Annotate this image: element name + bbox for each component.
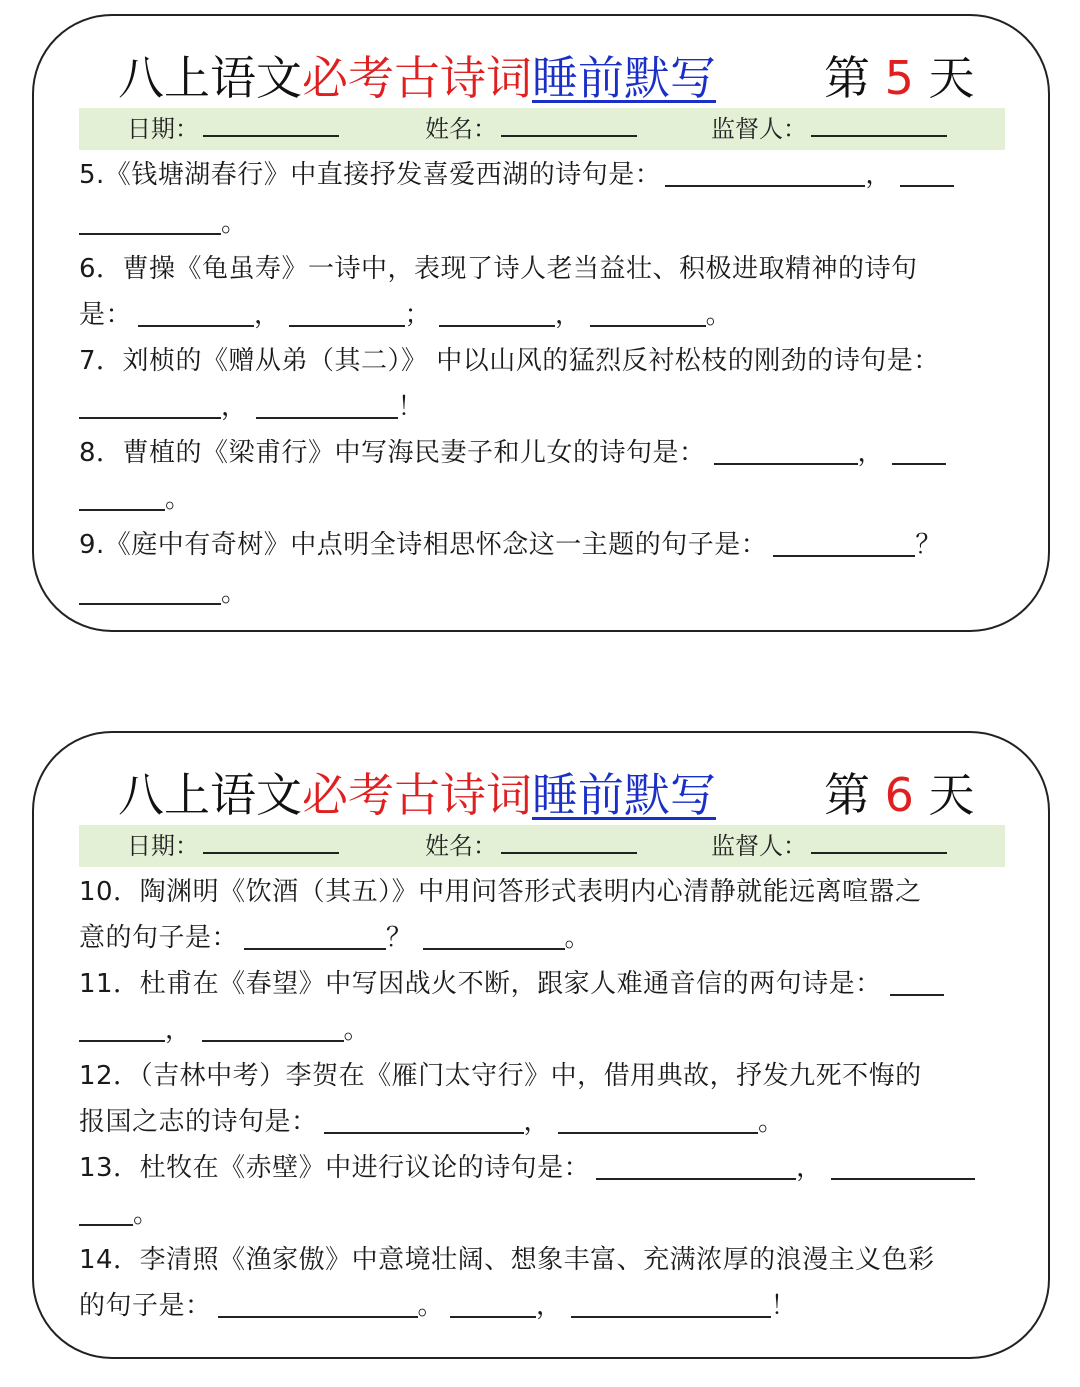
name-blank[interactable] [501, 109, 637, 137]
punct: 。 [417, 1291, 445, 1321]
question-text: 7．刘桢的《赠从弟（其二）》 中以山风的猛烈反衬松枝的刚劲的诗句是： [79, 346, 940, 376]
question-7 [79, 338, 1009, 430]
answer-blank[interactable] [289, 297, 405, 327]
punct: ， [221, 392, 248, 422]
punct: 。 [165, 484, 192, 514]
date-blank[interactable] [203, 109, 339, 137]
question-text-cont: 报国之志的诗句是： [79, 1107, 318, 1137]
answer-blank[interactable] [218, 1288, 418, 1318]
name-blank[interactable] [501, 826, 637, 854]
date-blank[interactable] [203, 826, 339, 854]
question-12 [79, 1053, 1009, 1145]
question-text: 14．李清照《渔家傲》中意境壮阔、想象丰富、充满浓厚的浪漫主义色彩 [79, 1245, 935, 1275]
punct: ， [796, 1153, 823, 1183]
title-part-mode: 睡前默写 [532, 51, 716, 105]
answer-blank[interactable] [79, 389, 221, 419]
answer-blank[interactable] [571, 1288, 771, 1318]
punct: ！ [770, 1291, 798, 1321]
supervisor-blank[interactable] [811, 109, 947, 137]
answer-blank[interactable] [900, 157, 954, 187]
supervisor-label: 监督人： [711, 832, 807, 860]
answer-blank[interactable] [256, 389, 398, 419]
punct: ？ [915, 530, 942, 560]
answer-blank[interactable] [590, 297, 706, 327]
question-text: 11．杜甫在《春望》中写因战火不断，跟家人难通音信的两句诗是： [79, 969, 882, 999]
question-14 [79, 1237, 1009, 1329]
punct: 。 [133, 1199, 160, 1229]
answer-blank[interactable] [324, 1104, 524, 1134]
punct: 。 [705, 300, 733, 330]
card-title [118, 755, 716, 835]
answer-blank[interactable] [79, 1012, 165, 1042]
question-text-cont: 是： [79, 300, 133, 330]
name-field[interactable] [425, 108, 637, 150]
question-5 [79, 152, 1009, 246]
date-label: 日期： [127, 832, 199, 860]
date-field[interactable] [127, 825, 339, 867]
punct: ？ [386, 923, 413, 953]
answer-blank[interactable] [423, 920, 565, 950]
answer-blank[interactable] [450, 1288, 536, 1318]
question-text: 13．杜牧在《赤壁》中进行议论的诗句是： [79, 1153, 591, 1183]
answer-blank[interactable] [596, 1150, 796, 1180]
supervisor-field[interactable] [711, 825, 947, 867]
question-text-cont: 意的句子是： [79, 923, 239, 953]
question-10 [79, 869, 1009, 961]
punct: 。 [343, 1015, 371, 1045]
title-part-grade: 八上语文 [118, 51, 302, 105]
punct: ！ [397, 392, 425, 422]
question-11 [79, 961, 1009, 1053]
supervisor-label: 监督人： [711, 115, 807, 143]
day-prefix: 第 [824, 51, 870, 105]
punct: 。 [221, 578, 248, 608]
punct: ， [523, 1107, 551, 1137]
answer-blank[interactable] [439, 297, 555, 327]
answer-blank[interactable] [202, 1012, 344, 1042]
question-text: 6．曹操《龟虽寿》一诗中，表现了诗人老当益壮、积极进取精神的诗句 [79, 254, 918, 284]
title-part-topic: 必考古诗词 [302, 51, 532, 105]
answer-blank[interactable] [138, 297, 254, 327]
info-bar [79, 825, 1005, 867]
day-label [824, 38, 975, 118]
punct: 。 [758, 1107, 785, 1137]
question-text: 10．陶渊明《饮酒（其五）》中用问答形式表明内心清静就能远离喧嚣之 [79, 877, 922, 907]
question-8 [79, 430, 1009, 522]
answer-blank[interactable] [714, 435, 858, 465]
day-suffix: 天 [928, 768, 975, 822]
date-label: 日期： [127, 115, 199, 143]
answer-blank[interactable] [558, 1104, 758, 1134]
day-number: 6 [884, 768, 914, 822]
answer-blank[interactable] [79, 1196, 133, 1226]
answer-blank[interactable] [892, 435, 946, 465]
answer-blank[interactable] [831, 1150, 975, 1180]
name-label: 姓名： [425, 115, 497, 143]
punct: ； [404, 300, 432, 330]
name-field[interactable] [425, 825, 637, 867]
info-bar [79, 108, 1005, 150]
answer-blank[interactable] [773, 527, 915, 557]
question-9 [79, 522, 1009, 616]
punct: ， [536, 1291, 563, 1321]
punct: 。 [564, 923, 592, 953]
worksheet-card-day5 [32, 14, 1050, 632]
answer-blank[interactable] [244, 920, 386, 950]
punct: ， [555, 300, 582, 330]
question-text: 8．曹植的《梁甫行》中写海民妻子和儿女的诗句是： [79, 438, 706, 468]
day-number: 5 [884, 51, 914, 105]
question-text-cont: 的句子是： [79, 1291, 212, 1321]
day-suffix: 天 [928, 51, 975, 105]
day-prefix: 第 [824, 768, 870, 822]
card-title [118, 38, 716, 118]
question-text: 5.《钱塘湖春行》中直接抒发喜爱西湖的诗句是： [79, 160, 662, 190]
punct: ， [254, 300, 281, 330]
question-13 [79, 1145, 1009, 1237]
question-text: 9.《庭中有奇树》中点明全诗相思怀念这一主题的句子是： [79, 530, 768, 560]
title-part-grade: 八上语文 [118, 768, 302, 822]
question-text: 12．（吉林中考）李贺在《雁门太守行》中，借用典故，抒发九死不悔的 [79, 1061, 922, 1091]
punct: 。 [221, 208, 248, 238]
answer-blank[interactable] [79, 575, 221, 605]
title-part-topic: 必考古诗词 [302, 768, 532, 822]
punct: ， [165, 1015, 192, 1045]
answer-blank[interactable] [665, 157, 865, 187]
question-6 [79, 246, 1009, 338]
answer-blank[interactable] [890, 966, 944, 996]
punct: ， [857, 438, 885, 468]
date-field[interactable] [127, 108, 339, 150]
supervisor-field[interactable] [711, 108, 947, 150]
punct: ， [865, 160, 892, 190]
answer-blank[interactable] [79, 205, 221, 235]
worksheet-card-day6 [32, 731, 1050, 1359]
day-label [824, 755, 975, 835]
supervisor-blank[interactable] [811, 826, 947, 854]
answer-blank[interactable] [79, 481, 165, 511]
title-part-mode: 睡前默写 [532, 768, 716, 822]
name-label: 姓名： [425, 832, 497, 860]
